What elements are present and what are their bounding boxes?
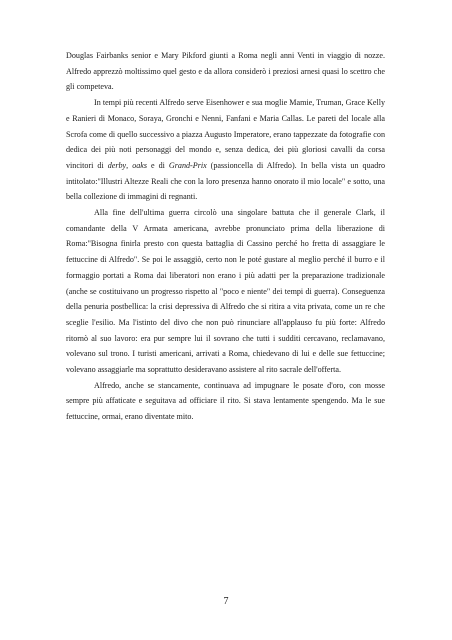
italic-term: derby — [107, 160, 127, 170]
text-run: e di — [147, 160, 169, 170]
italic-term: oaks — [132, 160, 148, 170]
paragraph — [66, 95, 385, 205]
paragraph — [66, 48, 385, 95]
paragraph — [66, 205, 385, 378]
text-run: Alfredo, anche se stancamente, continuava ad impugnare le posate d'oro, con mosse sempre più affaticate e seguitava ad officiare il rito. Si stava lentamente spengendo. Ma le sue fettuccine, ormai, erano diventate mito. — [66, 380, 385, 422]
page-number: 7 — [223, 596, 229, 607]
text-run: Douglas Fairbanks senior e Mary Pikford giunti a Roma negli anni Venti in viaggio di nozze. Alfredo apprezzò moltissimo quel gesto e da allora considerò i preziosi arnesi quasi lo scettro che gli competeva. — [66, 51, 385, 92]
text-run: (passioncella di Alfredo). In bella vista un quadro intitolato:"Illustri Altezze Reali che con la loro presenza hanno onorato il mio locale" e sotto, una bella collezione di immagini di regnanti. — [66, 160, 385, 202]
body-text — [66, 48, 385, 425]
text-run: Alla fine dell'ultima guerra circolò una singolare battuta che il generale Clark, il comandante della V Armata americana, avrebbe pronunciato prima della liberazione di Roma:"Bisogna finirla presto con questa battaglia di Cassino perché ho fretta di assaggiare le fettuccine di Alfredo". Se poi le assaggiò, certo non le poté gustare al meglio perché il burro e il formaggio portati a Roma dai liberatori non erano i più adatti per la preparazione tradizionale (anche se costituivano un progresso rispetto al "poco e niente" dei tempi di guerra). Conseguenza della penuria postbellica: la crisi depressiva di Alfredo che si ritira a vita privata, come un re che sceglie l'esilio. Ma l'istinto del divo che non può rinunciare all'applauso fu più forte: Alfredo ritornò al suo lavoro: era pur sempre lui il sovrano che tutti i sudditi cercavano, reclamavano, volevano sul trono. I turisti americani, arrivati a Roma, chiedevano di lui e delle sue fettuccine; volevano assaggiarle ma soprattutto desideravano assistere al rito sacrale dell'offerta. — [66, 208, 385, 375]
text-run: In tempi più recenti Alfredo serve Eisenhower e sua moglie Mamie, Truman, Grace Kelly e Ranieri di Monaco, Soraya, Gronchi e Nenni, Fanfani e Maria Callas. Le pareti del locale alla Scrofa come di quello successivo a piazza Augusto Imperatore, erano tappezzate da fotografie con dedica dei più noti personaggi del mondo e, senza dedica, dei più gloriosi cavalli da corsa vincitori di — [66, 98, 385, 170]
paragraph — [66, 378, 385, 425]
text-run: , — [126, 160, 133, 170]
italic-term: Grand-Prix — [168, 160, 207, 170]
